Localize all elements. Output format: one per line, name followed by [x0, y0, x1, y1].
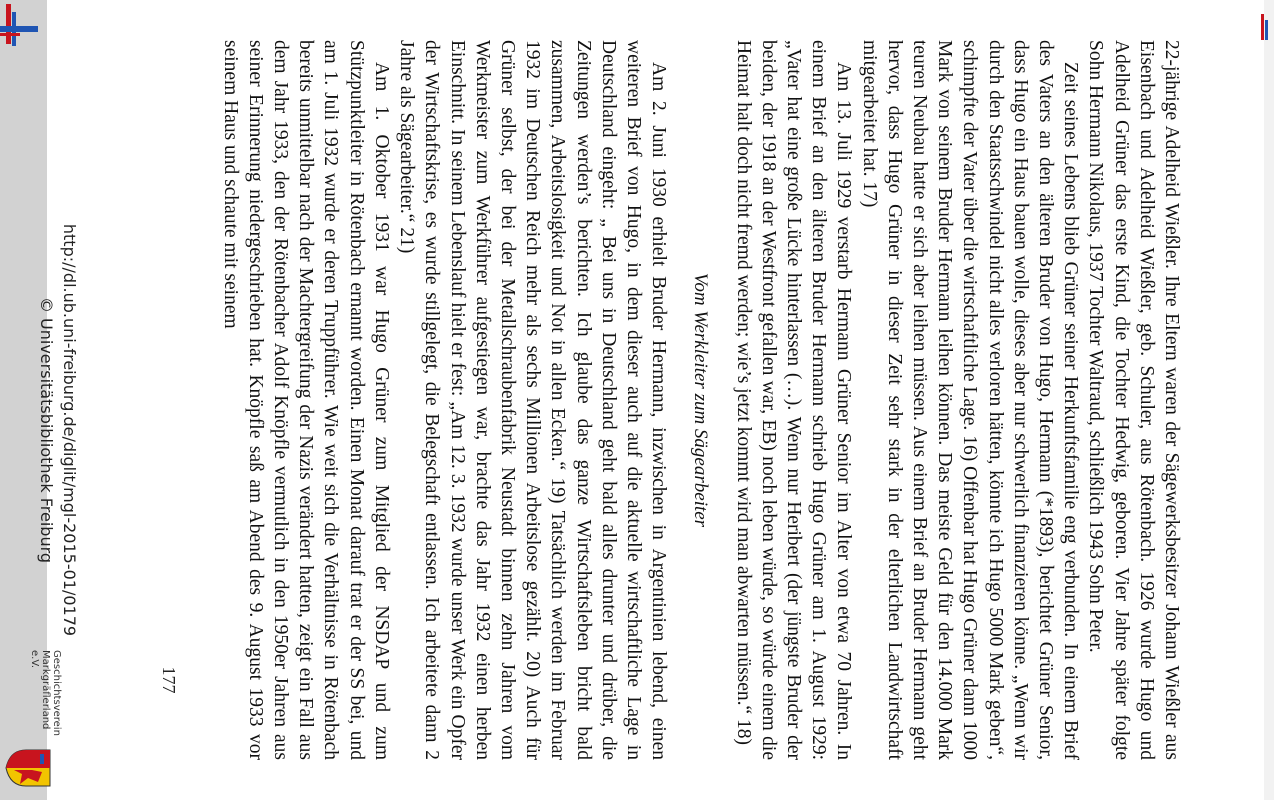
section-heading: Vom Werkleiter zum Sägearbeiter [690, 272, 712, 528]
paragraph: Zeit seines Lebens blieb Grüner seiner Herkunftsfamilie eng verbunden. In einem Brief des Vaters an den älteren Bruder von Hugo, Hermann (*1893), berichtet Grüner Senior, dass Hugo ein Haus bauen wolle, dieses aber nur schwerlich finanzieren könne. „Wenn wir durch den Staatsschwindel nicht alles verloren hätten, könnte ich Hugo 5000 Mark geben“, schimpfte der Vater über die wirtschaftliche Lage. 16) Offenbar hat Hugo Grüner dann 1000 Mark von seinem Bruder Hermann leihen können. Das meiste Geld für den 14.000 Mark teuren Neubau hatte er sich aber leihen müssen. Aus einem Brief an Bruder Hermann geht hervor, dass Hugo Grüner in dieser Zeit sehr stark in der elterlichen Landwirtschaft mitgearbeitet hat. 17) [858, 40, 1082, 760]
society-line: Markgräflerland e.V. [29, 650, 51, 730]
paragraph: Am 1. Oktober 1931 war Hugo Grüner zum Mitglied der NSDAP und zum Stützpunktleiter in Rötenbach ernannt worden. Einen Monat darauf trat er der SS bei, und am 1. Juli 1932 wurde er deren Truppführer. Wie weit sich die Verhältnisse in Rötenbach bereits unmittelbar nach der Machtergreifung der Nazis verändert hatten, zeigt ein Fall aus dem Jahr 1933, den der Rötenbacher Adolf Knöpfle vermutlich in den 1950er Jahren aus seiner Erinnerung niedergeschrieben hat. Knöpfle saß am Abend des 9. August 1933 vor seinem Haus und schaute mit seinem [219, 40, 392, 760]
coat-of-arms-icon [4, 748, 52, 788]
society-line: Geschichtsverein [51, 650, 62, 736]
society-name [29, 650, 62, 740]
body-text [217, 40, 1184, 760]
paragraph: Am 2. Juni 1930 erhielt Bruder Hermann, inzwischen in Argentinien lebend, einen weiteren Brief von Hugo, in dem dieser auch auf die aktuelle wirtschaftliche Lage in Deutschland eingeht: „ Bei uns in Deutschland geht bald alles drunter und drüber, die Zeitungen werden’s berichten. Ich glaube das ganze Wirtschaftsleben bricht bald zusammen, Arbeitslosigkeit und Not in allen Ecken.“ 19) Tatsächlich werden im Februar 1932 im Deutschen Reich mehr als sechs Millionen Arbeitslose gezählt. 20) Auch für Grüner selbst, der bei der Metallschraubenfabrik Neustadt binnen zehn Jahren vom Werkmeister zum Werkführer aufgestiegen war, brachte das Jahr 1932 einen herben Einschnitt. In seinem Lebenslauf hielt er fest: „Am 12. 3. 1932 wurde unser Werk ein Opfer der Wirtschaftskrise, es wurde stillgelegt, die Belegschaft entlassen. Ich arbeitete dann 2 Jahre als Sägearbeiter.“ 21) [396, 40, 670, 760]
paragraph: 22-jährige Adelheid Wießler. Ihre Eltern waren der Sägewerksbesitzer Johann Wießler aus Eisenbach und Adelheid Wießler, geb. Schuler, aus Rötenbach. 1926 wurde Hugo und Adelheid Grüner das erste Kind, die Tochter Hedwig, geboren. Vier Jahre später folgte Sohn Hermann Nikolaus, 1937 Tochter Waltraud, schließlich 1943 Sohn Peter. [1085, 40, 1182, 760]
footer-url-link[interactable]: http://dl.ub.uni-freiburg.de/diglit/mgl-2015-01/0179 [60, 223, 79, 637]
footer-copyright: © Universitätsbibliothek Freiburg [37, 296, 56, 564]
paragraph: Am 13. Juli 1929 verstarb Hermann Grüner Senior im Alter von etwa 70 Jahren. In einem Brief an den älteren Bruder Hermann schrieb Hugo Grüner am 1. August 1929: „Vater hat eine große Lücke hinterlassen (…). Wenn nur Heribert (der jüngste Bruder der beiden, der 1918 an der Westfront gefallen war, EB) noch leben würde, so würde einem die Heimat halt doch nicht fremd werden; wie’s jetzt kommt wird man abwarten müssen.“ 18) [732, 40, 855, 760]
page-number: 177 [159, 666, 179, 694]
